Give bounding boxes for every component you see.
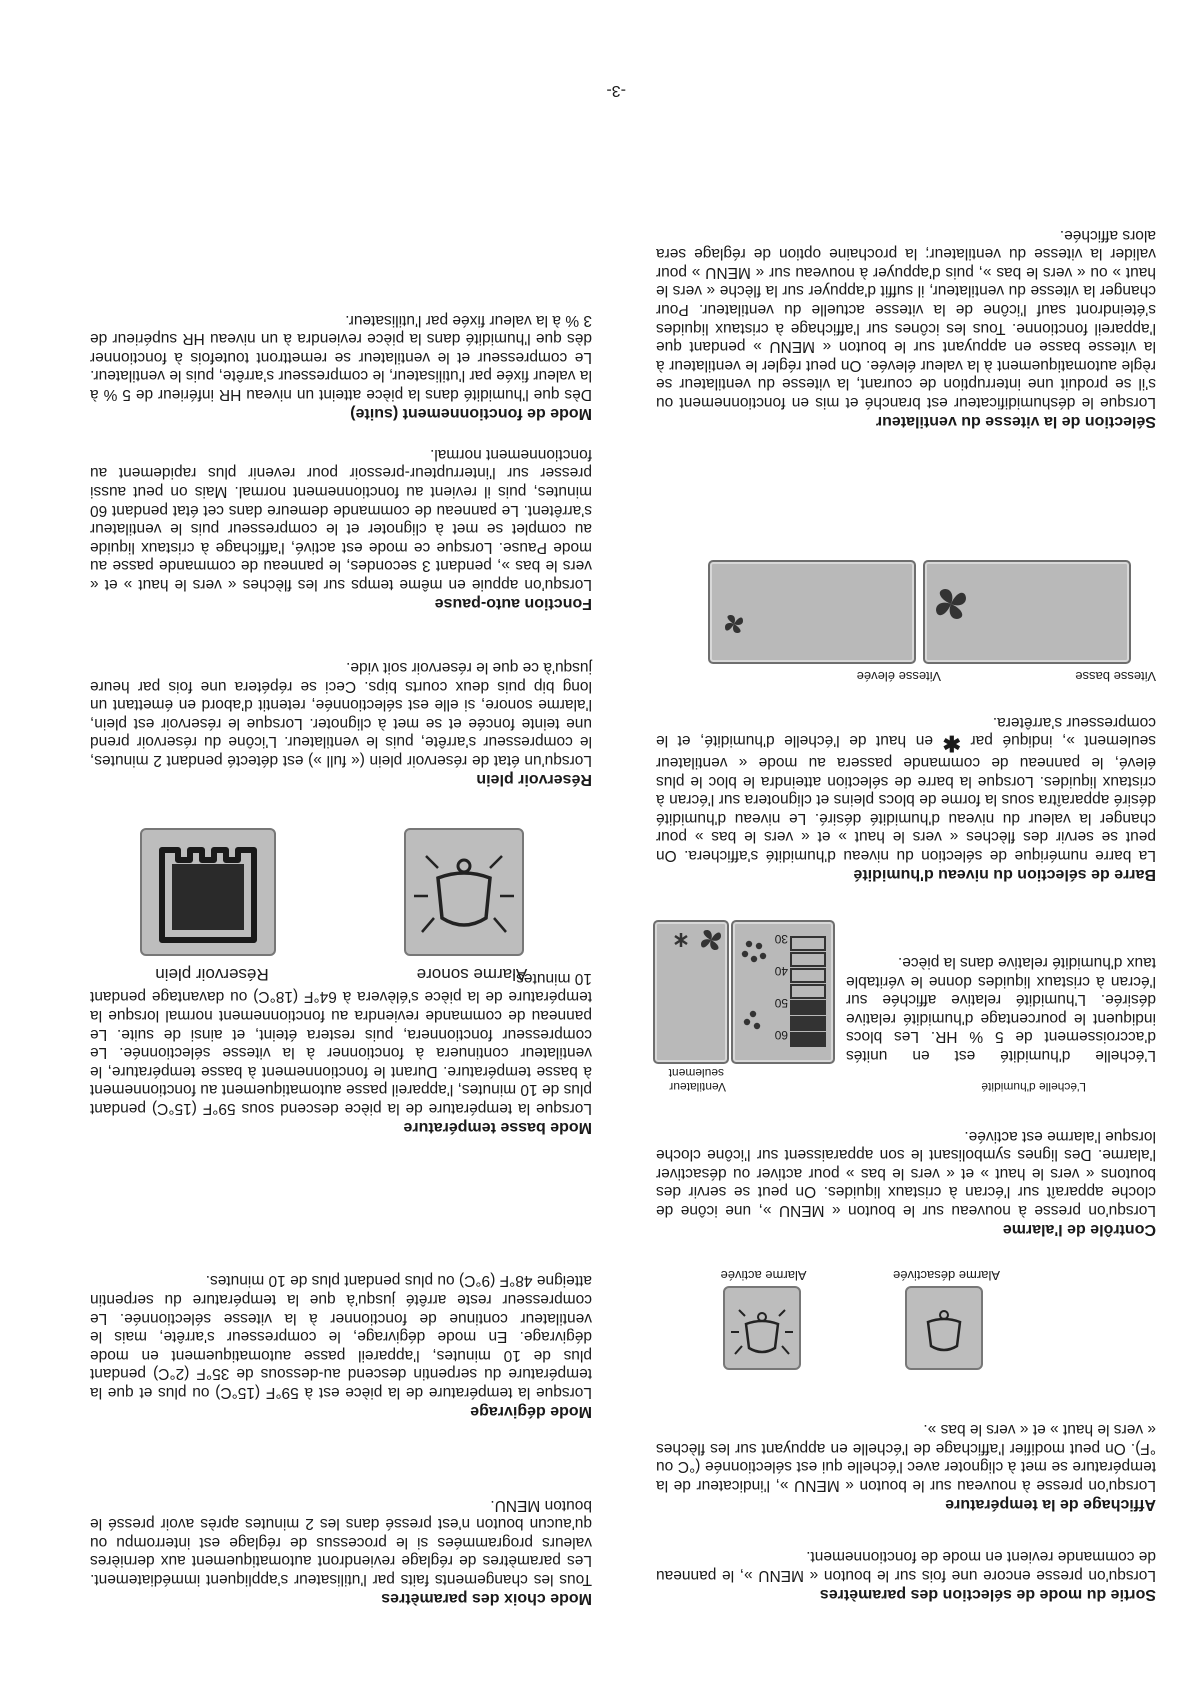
temp-display-title: Affichage de la température	[945, 1496, 1156, 1513]
asterisk-icon: ✱	[942, 731, 961, 757]
humidity-block-filled	[791, 1033, 825, 1046]
settings-mode-title: Mode choix des paramètres	[381, 1590, 592, 1607]
fan-high-icon	[925, 562, 1129, 662]
scale-label-50: 50	[774, 996, 788, 1010]
operation-mode-body: Dès que l'humidité dans la pièce atteint un niveau HR inférieur de 5 % à la valeur fixée par l'utilisateur, le compresseur s'arrête, puis le ventilateur. Le compresseur et le ventilateur se remettront toutefois à fonctionner dès que l'humidité dans la pièce reviendra à un niveau HR supérieur de 3 % à la valeur fixée par l'utilisateur.	[90, 311, 592, 403]
section-operation-mode	[90, 310, 592, 423]
scale-label-30: 30	[774, 932, 788, 946]
humidity-scale-panel	[731, 920, 835, 1064]
settings-mode-body: Tous les changements faits par l'utilisateur s'appliquent immédiatement. Les paramètres de réglage reviendront automatiquement aux dernières valeurs programmées si le processus de réglage est interrompu ou qu'aucun bouton n'est pressé dans les 2 minutes après avoir pressé le bouton MENU.	[90, 1496, 592, 1588]
section-low-temperature	[90, 968, 592, 1137]
humidity-block	[791, 969, 825, 982]
humidity-scale-text: L'échelle d'humidité est en unités d'accroissement de 5 % HR. Les blocs indiquent le pourcentage d'humidité relative désirée. L'humidité relative affichée sur l'écran à cristaux liquides donne le véritable taux d'humidité relative dans la pièce.	[846, 954, 1156, 1064]
humidity-bar-body-part1: La barre numérique de sélection du niveau d'humidité s'affichera. On peut se servir des flèches « vers le haut » et « vers le bas » pour changer la valeur du niveau d'humidité désiré. Le niveau d'humidité désiré apparaîtra sous la forme de blocs pleins et clignotera sur l'écran à cristaux liquides. Lorsque la barre de sélection atteindra le bloc le plus élevé, le panneau de commande passera au mode « ventilateur seulement », indiqué par	[656, 732, 1156, 864]
operation-mode-title: Mode de fonctionnement (suite)	[350, 405, 592, 422]
section-settings-mode	[90, 1495, 592, 1608]
section-humidity-bar	[656, 712, 1156, 884]
caption-alarm-on: Alarme activée	[720, 1268, 807, 1283]
fan-low-panel	[708, 560, 916, 664]
page-number: -3-	[606, 82, 626, 99]
fan-icon	[701, 930, 721, 950]
humidity-bar-body	[656, 712, 1156, 864]
caption-alarm-sound: Alarme sonore	[416, 965, 528, 984]
fan-low-icon	[710, 562, 914, 662]
tank-full-icon	[142, 830, 274, 954]
alarm-figures	[656, 1264, 1156, 1384]
bell-ringing-icon	[725, 1288, 799, 1368]
humidity-drops	[742, 941, 766, 1029]
scale-label-40: 40	[774, 964, 788, 978]
fan-speed-body: Lorsque le déshumidificateur est branché et mis en fonctionnement ou s'il se produit une interruption de courant, la vitesse du ventilateur se règle automatiquement à la valeur élevée. On peut régler le ventilateur à la vitesse basse en appuyant sur le bouton « MENU » pendant que l'appareil fonctionne. Tous les icônes sur l'affichage à cristaux liquides s'éteindront sauf l'icône de la vitesse actuelle du ventilateur. Pour changer la vitesse du ventilateur, il suffit d'appuyer sur la flèche « vers le haut » ou « vers le bas », puis d'appuyer à nouveau sur « MENU » pour valider la vitesse du ventilateur; la prochaine option de réglage sera alors affichée.	[656, 226, 1156, 411]
alarm-control-title: Contrôle de l'alarme	[1002, 1221, 1156, 1238]
fan-speed-title: Sélection de la vitesse du ventilateur	[875, 413, 1156, 430]
section-defrost	[90, 1271, 592, 1421]
alarm-off-panel	[905, 1286, 983, 1370]
section-alarm-control	[656, 1126, 1156, 1239]
low-temp-title: Mode basse température	[403, 1119, 592, 1136]
temp-display-body: Lorsqu'on presse à nouveau sur le bouton « MENU », l'indicateur de la température se met à clignoter avec l'échelle qui est sélectionnée (°C ou °F). On peut modifier l'affichage de l'échelle en appuyant sur les flèches « vers le haut » et « vers le bas ».	[656, 1421, 1156, 1494]
caption-fan-only-line1: Ventilateur	[669, 1080, 726, 1094]
fan-high-panel	[923, 560, 1131, 664]
caption-humidity-scale: L'échelle d'humidité	[981, 1080, 1086, 1094]
exit-mode-title: Sortie du mode de sélection des paramètres	[819, 1586, 1156, 1603]
asterisk-icon	[675, 933, 687, 947]
humidity-block-filled	[791, 1001, 825, 1014]
alarm-on-panel	[723, 1286, 801, 1370]
alarm-sound-panel	[404, 828, 524, 956]
bell-icon	[907, 1288, 981, 1368]
tank-full-panel	[140, 828, 276, 956]
section-temperature-display	[656, 1420, 1156, 1514]
section-exit-mode	[656, 1547, 1156, 1604]
section-auto-pause	[90, 444, 592, 613]
tank-full-title: Réservoir plein	[476, 771, 592, 788]
low-temp-body: Lorsque la température de la pièce descend sous 59°F (15°C) pendant plus de 10 minutes, l'appareil passe automatiquement au fonctionnement à basse température. Durant le fonctionnement à basse température, le ventilateur continuera à fonctionner à la vitesse sélectionnée. Le compresseur fonctionnera, puis restera éteint, et ainsi de suite. Le panneau de commande reviendra au fonctionnement normal lorsque la température de la pièce s'élèvera à 64°F (18°C) ou davantage pendant 10 minutes.	[90, 969, 592, 1117]
bell-ringing-icon	[406, 830, 522, 954]
humidity-scale-figure	[656, 904, 1156, 1094]
tank-full-body: Lorsqu'un état de réservoir plein (« full ») est détecté pendant 2 minutes, le compresseur s'arrête, puis le ventilateur. L'icône du réservoir prend une teinte foncée et se met à clignoter. Lorsque le réservoir est plein, l'alarme sonore, si elle est sélectionnée, retentit d'abord en émettant un long bip puis deux courts bips. Ceci se répétera une fois par heure jusqu'à ce que le réservoir soit vide.	[90, 659, 592, 769]
exit-mode-body: Lorsqu'on presse encore une fois sur le bouton « MENU », le panneau de commande revient en mode de fonctionnement.	[656, 1548, 1156, 1584]
defrost-body: Lorsque la température de la pièce est à 59°F (15°C) ou plus et que la température du serpentin descend au-dessous de 35°F (2°C) pendant plus de 10 minutes, l'appareil passe automatiquement en mode dégivrage. En mode dégivrage, le compresseur s'arrête, mais le ventilateur continue de fonctionner à la vitesse sélectionnée. Le compresseur reste arrêté jusqu'à que la température du serpentin atteigne 48°F (9°C) ou plus pendant plus de 10 minutes.	[90, 1272, 592, 1401]
defrost-title: Mode dégivrage	[470, 1403, 592, 1420]
fan-speed-figures	[656, 564, 1156, 684]
caption-tank-full: Réservoir plein	[155, 965, 269, 984]
fan-only-panel	[653, 920, 729, 1064]
humidity-block	[791, 953, 825, 966]
alarm-control-body: Lorsqu'on presse à nouveau sur le bouton « MENU », une icône de cloche apparaît sur l'écran à cristaux liquides. On peut se servir des boutons « vers le haut » et « vers le bas » pour activer ou désactiver l'alarme. Des lignes symbolisant le son apparaissent sur l'icône cloche lorsque l'alarme est activée.	[656, 1127, 1156, 1219]
caption-alarm-off: Alarme désactivée	[893, 1268, 1000, 1283]
fan-only-icons	[655, 922, 727, 1062]
humidity-block-filled	[791, 1017, 825, 1030]
section-tank-full	[90, 657, 592, 789]
auto-pause-title: Fonction auto-pause	[434, 595, 592, 612]
scale-label-60: 60	[774, 1028, 788, 1042]
tank-figures	[90, 804, 592, 984]
humidity-block	[791, 985, 825, 998]
auto-pause-body: Lorsqu'on appuie en même temps sur les flèches « vers le haut » et « vers le bas », pendant 3 secondes, le panneau de commande passe au mode Pause. Lorsque ce mode est activé, l'affichage à cristaux liquide au complet se met à clignoter et le compresseur puis le ventilateur s'arrêtent. Le panneau de commande demeure dans cet état pendant 60 minutes, puis il revient au fonctionnement normal. Mais on peut aussi presser sur l'interrupteur-pressoir pour revenir plus rapidement au fonctionnement normal.	[90, 445, 592, 593]
humidity-block	[791, 937, 825, 950]
humidity-bar-body-part2: en haut de l'échelle d'humidité, et le compresseur s'arrêtera.	[656, 713, 1156, 750]
caption-fan-low: Vitesse basse	[1075, 669, 1156, 684]
section-fan-speed	[656, 225, 1156, 431]
humidity-bar-title: Barre de sélection du niveau d'humidité	[853, 866, 1156, 883]
caption-fan-high: Vitesse élevée	[856, 669, 941, 684]
caption-fan-only-line2: seulement	[668, 1066, 724, 1080]
